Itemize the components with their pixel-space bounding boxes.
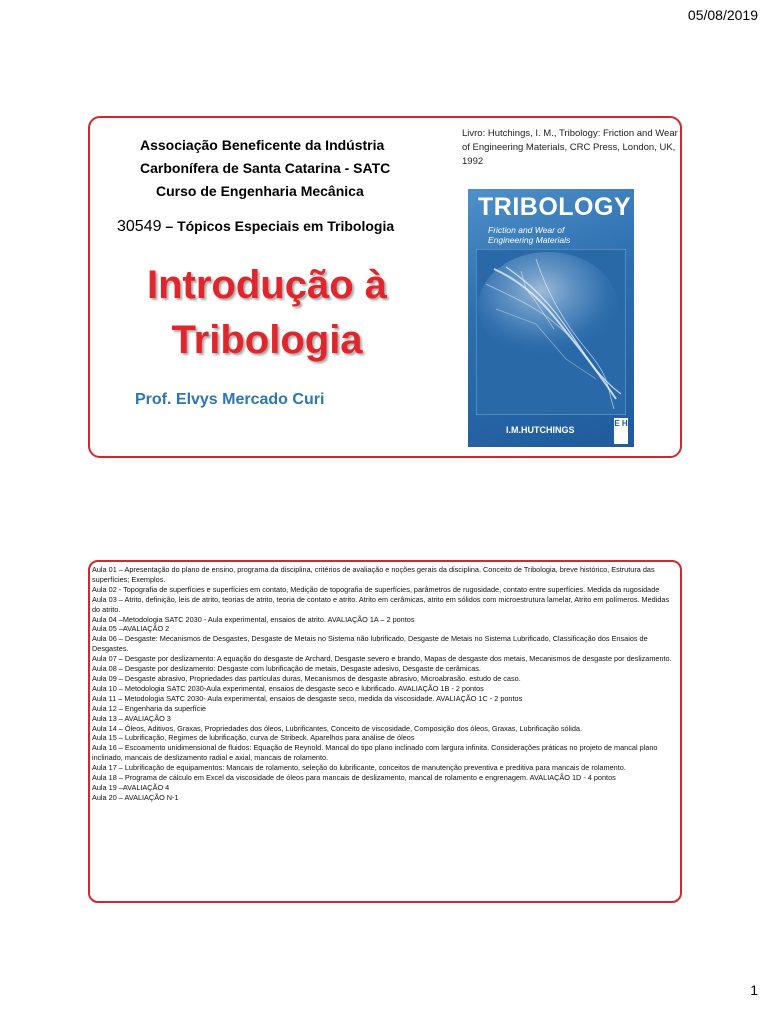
institution-line-2: Carbonífera de Santa Catarina - SATC [140, 160, 391, 176]
lesson-item: Aula 14 – Óleos, Aditivos, Graxas, Propriedades dos óleos, Lubrificantes, Conceito de viscosidade, Composição dos óleos, Graxas, Lubrificação sólida. [92, 723, 582, 733]
lesson-item: Aula 20 – AVALIAÇÃO N-1 [92, 792, 179, 802]
course-name: – Tópicos Especiais em Tribologia [161, 218, 395, 234]
date: 05/08/2019 [687, 7, 758, 23]
lesson-item: Aula 12 – Engenharia da superfície [92, 703, 206, 713]
book-cover-image [468, 189, 634, 447]
lesson-item: Aula 19 –AVALIAÇÃO 4 [92, 782, 170, 792]
lesson-item: Aula 17 – Lubrificação de equipamentos: Mancais de rolamento, seleção do lubrificante, conceitos de manutenção preventiva e preditiva para mancais de rolamento. [92, 763, 626, 773]
slide-main-title [132, 258, 402, 368]
title-line-2: Tribologia [171, 318, 363, 362]
lesson-item: Aula 16 – Escoamento unidimensional de fluidos: Equação de Reynold. Mancal do tipo plano inclinado com largura infinita. Considerações práticas no projeto de mancal plano inclinado, mancais de deslizamento radial e axial, mancais de rolamento. [92, 743, 658, 763]
lesson-item: Aula 18 – Programa de cálculo em Excel da viscosidade de óleos para mancais de deslizamento, mancal de rolamento e engrenagem. AVALIAÇÃO 1D - 4 pontos [92, 773, 616, 783]
lesson-item: Aula 02 - Topografia de superfícies e superfícies em contato, Medição de topografia de superfícies, parâmetros de rugosidade, contato entre superfícies. Medida da rugosidade [92, 584, 660, 594]
slide-title [88, 116, 682, 458]
lesson-item: Aula 11 – Metodologia SATC 2030- Aula experimental, ensaios de desgaste seco, medida da viscosidade. AVALIAÇÃO 1C - 2 pontos [92, 693, 523, 703]
title-line-1: Introdução à [146, 263, 388, 307]
book-reference: Livro: Hutchings, I. M., Tribology: Friction and Wear of Engineering Materials, CRC Press, London, UK, 1992 [462, 128, 678, 167]
institution-line-1: Associação Beneficente da Indústria [140, 137, 385, 153]
lesson-item: Aula 04 –Metodologia SATC 2030 - Aula experimental, ensaios de atrito. AVALIAÇÃO 1A – 2 pontos [92, 614, 415, 624]
slide-lesson-plan [88, 560, 682, 903]
lesson-item: Aula 10 – Metodologia SATC 2030-Aula experimental, ensaios de desgaste seco e lubrificado. AVALIAÇÃO 1B - 2 pontos [92, 683, 484, 693]
professor-name: Prof. Elvys Mercado Curi [135, 391, 325, 408]
cover-title: TRIBOLOGY [478, 193, 632, 221]
lesson-item: Aula 08 – Desgaste por deslizamento: Desgaste com lubrificação de metais, Desgaste adesivo, Desgaste de cerâmicas. [92, 664, 481, 674]
cover-subtitle-line-2: Engineering Materials [488, 235, 571, 245]
course-line [117, 218, 394, 236]
page-number: 1 [750, 982, 758, 998]
lesson-item: Aula 06 – Desgaste: Mecanismos de Desgastes, Desgaste de Metais no Sistema não lubrificado, Desgaste de Metais no Sistema Lubrificado, Classificação dos Ensaios de Desgastes. [92, 634, 648, 654]
lesson-item: Aula 05 –AVALIAÇÃO 2 [92, 624, 170, 634]
institution-line-3: Curso de Engenharia Mecânica [156, 183, 364, 199]
institution-block [140, 134, 440, 203]
cover-author: I.M.HUTCHINGS [506, 425, 575, 435]
lesson-item: Aula 03 – Atrito, definição, leis de atrito, teorias de atrito, teoria de contato e atrito. Atrito em cerâmicas, atrito em sólidos com microestrutura lamelar, Atrito em polímeros. Medidas do atrito. [92, 594, 670, 614]
lesson-item: Aula 09 – Desgaste abrasivo, Propriedades das partículas duras, Mecanismos de desgaste abrasivo, Microabrasão. estudo de caso. [92, 673, 521, 683]
cover-publisher-logo: E H [614, 418, 628, 444]
lesson-item: Aula 13 – AVALIAÇÃO 3 [92, 713, 171, 723]
cover-subtitle-line-1: Friction and Wear of [488, 225, 565, 235]
cover-micrograph [476, 249, 626, 415]
lesson-list [92, 565, 676, 803]
lesson-item: Aula 07 – Desgaste por deslizamento: A equação do desgaste de Archard, Desgaste severo e brando, Mapas de desgaste dos metais, Mecanismos de desgaste por deslizamento. [92, 654, 672, 664]
lesson-item: Aula 01 – Apresentação do plano de ensino, programa da disciplina, critérios de avaliação e noções gerais da disciplina. Conceito de Tribologia, breve histórico, Estrutura das superfícies; Exemplos. [92, 565, 655, 584]
lesson-item: Aula 15 – Lubrificação, Regimes de lubrificação, curva de Stribeck. Aparelhos para análise de óleos [92, 733, 415, 743]
cover-subtitle [488, 225, 570, 245]
course-code: 30549 [117, 218, 162, 235]
